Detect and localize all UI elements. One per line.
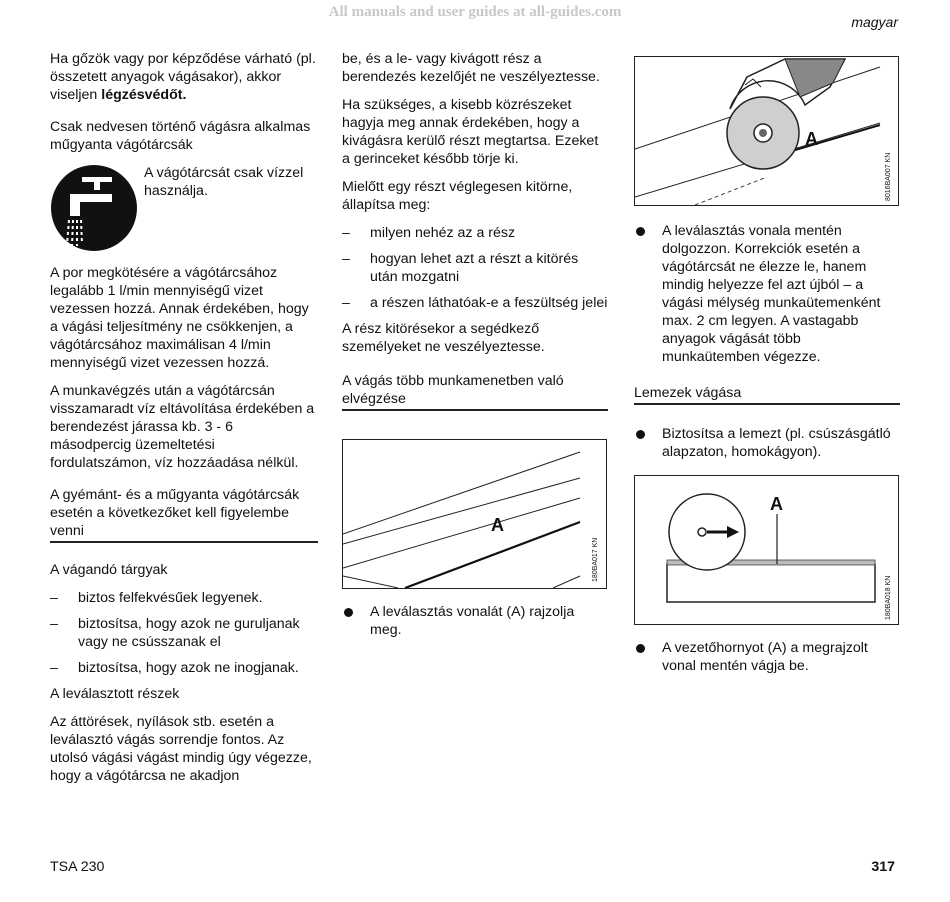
- list-item: – biztos felfekvésűek legyenek.: [50, 589, 318, 607]
- footer-model: TSA 230: [50, 859, 105, 875]
- respirator-text: Ha gőzök vagy por képződése várható (pl. összetett anyagok vágásakor), akkor viseljen: [50, 51, 316, 103]
- figure-code: 180BA017 KN: [592, 537, 599, 582]
- objects-list: [50, 589, 318, 677]
- resin-disc-heading: Csak nedvesen történő vágásra alkalmas műgyanta vágótárcsák: [50, 119, 311, 153]
- figure-guide-groove-drawing: [635, 476, 898, 624]
- small-parts-paragraph: Ha szükséges, a kisebb közrészeket hagyja meg annak érdekében, hogy a kivágásra kerülő részt megtartsa. Ezeket a gerinceket később törje ki.: [342, 97, 599, 167]
- objects-heading: A vágandó tárgyak: [50, 562, 168, 578]
- persons-paragraph: A rész kitörésekor a segédkező személyeket ne veszélyeztesse.: [342, 321, 545, 355]
- water-tap-icon: [50, 164, 138, 252]
- figure-code: 180BA018 KN: [885, 575, 892, 620]
- list-item: – a részen láthatóak-e a feszültség jelei: [342, 294, 608, 312]
- list-item: A vezetőhornyot (A) a megrajzolt vonal mentén vágja be.: [634, 639, 900, 675]
- cut-line-bullets: [634, 222, 900, 366]
- after-work-paragraph: A munkavégzés után a vágótárcsán visszamaradt víz eltávolítása érdekében a berendezést járassa kb. 3 - 6 másodpercig üzemeltetési fordulatszámon, víz hozzáadása nélkül.: [50, 383, 315, 471]
- respirator-emphasis: légzésvédőt.: [101, 87, 187, 103]
- language-label: magyar: [851, 14, 898, 30]
- list-item: – milyen nehéz az a rész: [342, 224, 608, 242]
- separated-parts-paragraph: Az áttörések, nyílások stb. esetén a leválasztó vágás sorrendje fontos. Az utolsó vágási vágást mindig úgy végezze, hogy a vágótárcsa ne akadjon: [50, 714, 312, 784]
- column-left: [50, 50, 318, 795]
- figure-mark-line: [342, 439, 607, 589]
- list-item: A leválasztás vonalát (A) rajzolja meg.: [342, 603, 608, 639]
- plates-heading: Lemezek vágása: [634, 384, 900, 405]
- before-breaking-paragraph: Mielőtt egy részt véglegesen kitörne, állapítsa meg:: [342, 179, 573, 213]
- figure-guide-groove: [634, 475, 899, 625]
- figure-code: 8016BA007 KN: [885, 152, 892, 201]
- list-item: A leválasztás vonala mentén dolgozzon. Korrekciók esetén a vágótárcsát ne élezze le, hanem mindig helyezze fel azt újból – a vágási mélység munkaütemenként max. 2 cm legyen. A vastagabb anyagok vágását több munkaütemben végezze.: [634, 222, 900, 366]
- continuation-paragraph: be, és a le- vagy kivágott rész a berendezés kezelőjét ne veszélyeztesse.: [342, 51, 600, 85]
- figure-label-a: A: [805, 129, 818, 149]
- respirator-paragraph: [50, 50, 318, 104]
- list-item: – biztosítsa, hogy azok ne guruljanak vagy ne csússzanak el: [50, 615, 318, 651]
- list-item: – biztosítsa, hogy azok ne inogjanak.: [50, 659, 318, 677]
- water-only-text: A vágótárcsát csak vízzel használja.: [144, 165, 304, 199]
- diamond-disc-heading: A gyémánt- és a műgyanta vágótárcsák esetén a következőket kell figyelembe venni: [50, 486, 318, 543]
- dust-binding-paragraph: A por megkötésére a vágótárcsához legalább 1 l/min mennyiségű vizet vezessen hozzá. Annak érdekében, hogy a vágási teljesítmény ne csökkenjen, a vágótárcsához maximálisan 4 l/min mennyiségű vizet vezessen hozzá.: [50, 265, 309, 371]
- column-middle: [342, 50, 608, 647]
- figure-cutting-along-line: [634, 56, 899, 206]
- water-only-block: [50, 164, 318, 252]
- list-item: – hogyan lehet azt a részt a kitörés után mozgatni: [342, 250, 608, 286]
- list-item: Biztosítsa a lemezt (pl. csúszásgátló alapzaton, homokágyon).: [634, 425, 900, 461]
- figure-cutting-drawing: [635, 57, 898, 205]
- figure-label-a: A: [491, 515, 504, 535]
- checks-list: [342, 224, 608, 312]
- figure-label-a: A: [770, 494, 783, 514]
- mark-line-bullets: [342, 603, 608, 639]
- figure-mark-line-drawing: [343, 440, 606, 588]
- multi-pass-heading: A vágás több munkamenetben való elvégzése: [342, 372, 608, 411]
- separated-parts-heading: A leválasztott részek: [50, 686, 180, 702]
- footer-page-number: 317: [871, 859, 895, 875]
- watermark: All manuals and user guides at all-guides.com: [328, 4, 622, 20]
- column-right: [634, 50, 900, 683]
- groove-bullets: [634, 639, 900, 675]
- plates-bullets: [634, 425, 900, 461]
